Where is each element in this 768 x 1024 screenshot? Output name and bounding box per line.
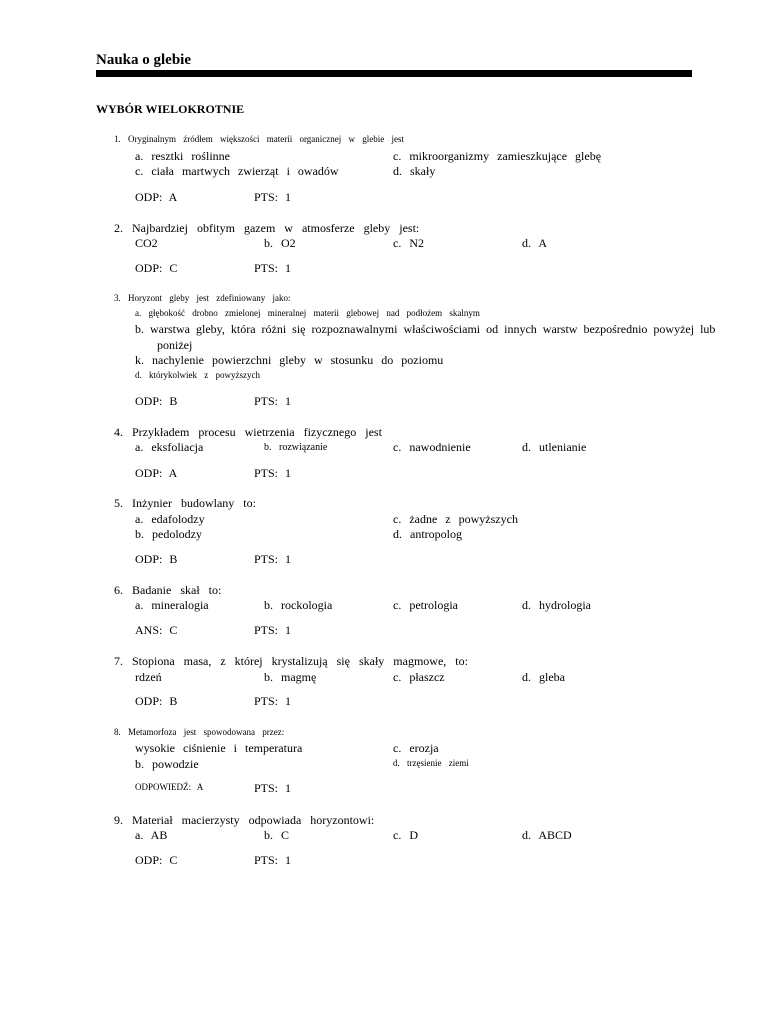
q2-option-b: b. O2 xyxy=(264,236,296,250)
q3-option-c: k. nachylenie powierzchni gleby w stosunku do poziomu xyxy=(135,353,444,367)
question-3-prompt: Horyzont gleby jest zdefiniowany jako: xyxy=(128,293,291,303)
q6-answer: ANS: C xyxy=(135,623,178,637)
q1-option-a: a. resztki roślinne xyxy=(135,149,230,163)
q2-option-d: d. A xyxy=(522,236,548,250)
q4-option-b: b. rozwiązanie xyxy=(264,442,328,453)
document-title: Nauka o glebie xyxy=(96,52,192,68)
question-2-text xyxy=(114,221,419,236)
q2-option-c: c. N2 xyxy=(393,236,424,250)
question-7-prompt: Stopiona masa, z której krystalizują się skały magmowe, to: xyxy=(132,654,468,668)
question-9-prompt: Materiał macierzysty odpowiada horyzontowi: xyxy=(132,813,375,827)
q1-points: PTS: 1 xyxy=(254,190,292,204)
q2-option-a: CO2 xyxy=(135,236,158,250)
question-6-number: 6. xyxy=(114,583,123,597)
q8-answer: ODPOWIEDŹ: A xyxy=(135,782,204,792)
q8-option-a: wysokie ciśnienie i temperatura xyxy=(135,741,303,755)
q5-option-a: a. edafolodzy xyxy=(135,512,205,526)
q1-option-c2: c. ciała martwych zwierząt i owadów xyxy=(135,164,339,178)
question-6-prompt: Badanie skał to: xyxy=(132,583,222,597)
q2-answer: ODP: C xyxy=(135,261,178,275)
q5-points: PTS: 1 xyxy=(254,552,292,566)
q5-answer: ODP: B xyxy=(135,552,178,566)
question-4-prompt: Przykładem procesu wietrzenia fizycznego jest xyxy=(132,425,382,439)
title-rule xyxy=(96,70,692,77)
q4-option-c: c. nawodnienie xyxy=(393,440,471,454)
question-1-prompt: Oryginalnym źródłem większości materii organicznej w glebie jest xyxy=(128,134,405,144)
question-5-number: 5. xyxy=(114,496,123,510)
q3-option-b: b. warstwa gleby, która różni się rozpoznawalnymi właściwościami od innych warstw bezpośrednio powyżej lub xyxy=(135,322,716,336)
question-7-text xyxy=(114,654,468,669)
question-4-text xyxy=(114,425,382,440)
q6-option-d: d. hydrologia xyxy=(522,598,591,612)
question-1-text xyxy=(114,134,404,144)
q3-answer: ODP: B xyxy=(135,394,178,408)
q6-option-a: a. mineralogia xyxy=(135,598,209,612)
q1-option-c: c. mikroorganizmy zamieszkujące glebę xyxy=(393,149,602,163)
q4-option-d: d. utlenianie xyxy=(522,440,587,454)
question-5-prompt: Inżynier budowlany to: xyxy=(132,496,256,510)
question-8-text xyxy=(114,727,284,737)
q4-option-a: a. eksfoliacja xyxy=(135,440,204,454)
q4-answer: ODP: A xyxy=(135,466,178,480)
q7-points: PTS: 1 xyxy=(254,694,292,708)
q9-option-b: b. C xyxy=(264,828,290,842)
q9-option-a: a. AB xyxy=(135,828,168,842)
q5-option-b: b. pedolodzy xyxy=(135,527,202,541)
q5-option-d: d. antropolog xyxy=(393,527,462,541)
q1-answer: ODP: A xyxy=(135,190,178,204)
question-8-number: 8. xyxy=(114,727,121,737)
question-1-number: 1. xyxy=(114,134,121,144)
q1-option-d: d. skały xyxy=(393,164,436,178)
q2-points: PTS: 1 xyxy=(254,261,292,275)
question-7-number: 7. xyxy=(114,654,123,668)
q8-points: PTS: 1 xyxy=(254,781,292,795)
q6-option-b: b. rockologia xyxy=(264,598,333,612)
q3-option-d: d. którykolwiek z powyższych xyxy=(135,370,260,380)
q3-option-b-continued: poniżej xyxy=(157,338,193,352)
q7-option-b: b. magmę xyxy=(264,670,317,684)
q7-option-d: d. gleba xyxy=(522,670,565,684)
q9-option-c: c. D xyxy=(393,828,418,842)
question-9-number: 9. xyxy=(114,813,123,827)
question-2-prompt: Najbardziej obfitym gazem w atmosferze gleby jest: xyxy=(132,221,420,235)
question-5-text xyxy=(114,496,256,511)
q8-option-d: d. trzęsienie ziemi xyxy=(393,758,469,768)
q6-points: PTS: 1 xyxy=(254,623,292,637)
q7-option-a: rdzeń xyxy=(135,670,162,684)
q6-option-c: c. petrologia xyxy=(393,598,458,612)
q9-points: PTS: 1 xyxy=(254,853,292,867)
question-4-number: 4. xyxy=(114,425,123,439)
section-title: WYBÓR WIELOKROTNIE xyxy=(96,102,245,116)
q7-answer: ODP: B xyxy=(135,694,178,708)
q7-option-c: c. płaszcz xyxy=(393,670,445,684)
question-3-number: 3. xyxy=(114,293,121,303)
question-8-prompt: Metamorfoza jest spowodowana przez: xyxy=(128,727,285,737)
q9-answer: ODP: C xyxy=(135,853,178,867)
q8-option-c: c. erozja xyxy=(393,741,439,755)
question-6-text xyxy=(114,583,221,598)
q3-option-a: a. głębokość drobno zmielonej mineralnej materii glebowej nad podłożem skalnym xyxy=(135,308,480,318)
question-2-number: 2. xyxy=(114,221,123,235)
q5-option-c: c. żadne z powyższych xyxy=(393,512,518,526)
q8-option-b: b. powodzie xyxy=(135,757,199,771)
question-9-text xyxy=(114,813,374,828)
q9-option-d: d. ABCD xyxy=(522,828,572,842)
q3-points: PTS: 1 xyxy=(254,394,292,408)
question-3-text xyxy=(114,293,290,303)
q4-points: PTS: 1 xyxy=(254,466,292,480)
